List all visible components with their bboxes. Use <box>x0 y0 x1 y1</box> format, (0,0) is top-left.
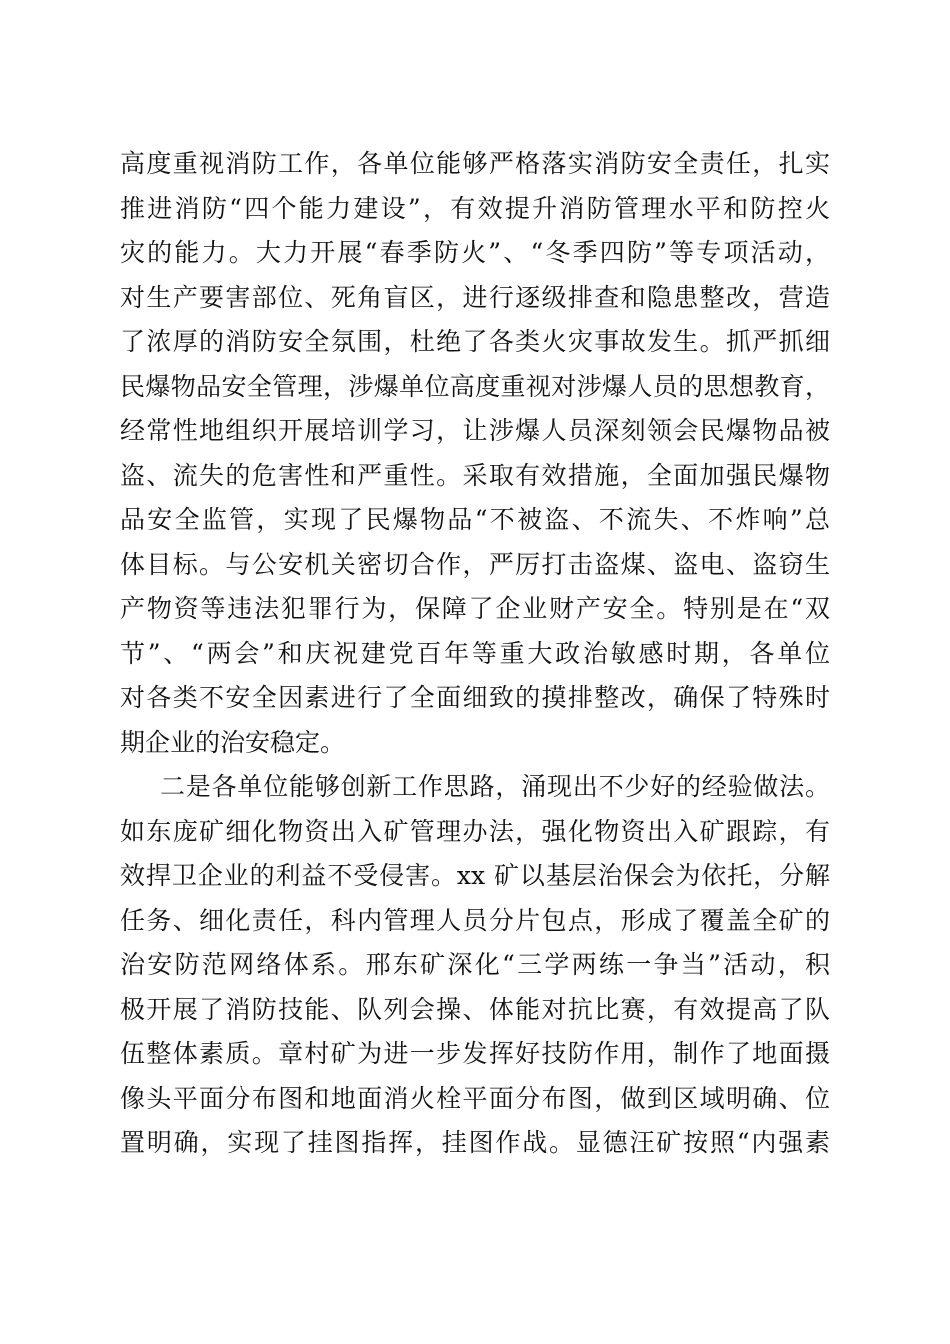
text-line: 产物资等违法犯罪行为，保障了企业财产安全。特别是在“双 <box>120 594 830 623</box>
text-line: 经常性地组织开展培训学习，让涉爆人员深刻领会民爆物品被 <box>120 416 830 445</box>
text-line: 推进消防“四个能力建设”，有效提升消防管理水平和防控火 <box>120 193 830 223</box>
text-line: 期企业的治安稳定。 <box>120 727 346 757</box>
text-line: 伍整体素质。章村矿为进一步发挥好技防作用，制作了地面摄 <box>120 1039 830 1068</box>
text-line: 灾的能力。大力开展“春季防火”、“冬季四防”等专项活动， <box>120 238 830 267</box>
text-line: 高度重视消防工作，各单位能够严格落实消防安全责任，扎实 <box>120 149 830 178</box>
document-body <box>120 142 830 1166</box>
text-line: 如东庞矿细化物资出入矿管理办法，强化物资出入矿跟踪，有 <box>120 816 830 846</box>
paragraph-innovative-practices <box>120 765 830 1166</box>
text-line: 二是各单位能够创新工作思路，涌现出不少好的经验做法。 <box>160 772 830 801</box>
text-line: 像头平面分布图和地面消火栓平面分布图，做到区域明确、位 <box>120 1083 830 1113</box>
text-line: 了浓厚的消防安全氛围，杜绝了各类火灾事故发生。抓严抓细 <box>120 327 830 356</box>
text-line: 节”、“两会”和庆祝建党百年等重大政治敏感时期，各单位 <box>120 638 830 668</box>
text-line: 体目标。与公安机关密切合作，严厉打击盗煤、盗电、盗窃生 <box>120 549 830 579</box>
text-line: 对各类不安全因素进行了全面细致的摸排整改，确保了特殊时 <box>120 683 830 712</box>
paragraph-fire-and-explosives-safety <box>120 142 830 765</box>
text-line: 极开展了消防技能、队列会操、体能对抗比赛，有效提高了队 <box>120 994 830 1024</box>
text-line: 盗、流失的危害性和严重性。采取有效措施，全面加强民爆物 <box>120 460 830 490</box>
text-line: 任务、细化责任，科内管理人员分片包点，形成了覆盖全矿的 <box>120 905 830 935</box>
text-line: 对生产要害部位、死角盲区，进行逐级排查和隐患整改，营造 <box>120 282 830 312</box>
text-line: 民爆物品安全管理，涉爆单位高度重视对涉爆人员的思想教育， <box>120 371 830 401</box>
text-line: 品安全监管，实现了民爆物品“不被盗、不流失、不炸响”总 <box>120 505 830 534</box>
text-line: 治安防范网络体系。邢东矿深化“三学两练一争当”活动，积 <box>120 950 830 979</box>
text-line: 效捍卫企业的利益不受侵害。xx 矿以基层治保会为依托，分解 <box>120 861 830 890</box>
text-line: 置明确，实现了挂图指挥，挂图作战。显德汪矿按照“内强素 <box>120 1128 830 1157</box>
